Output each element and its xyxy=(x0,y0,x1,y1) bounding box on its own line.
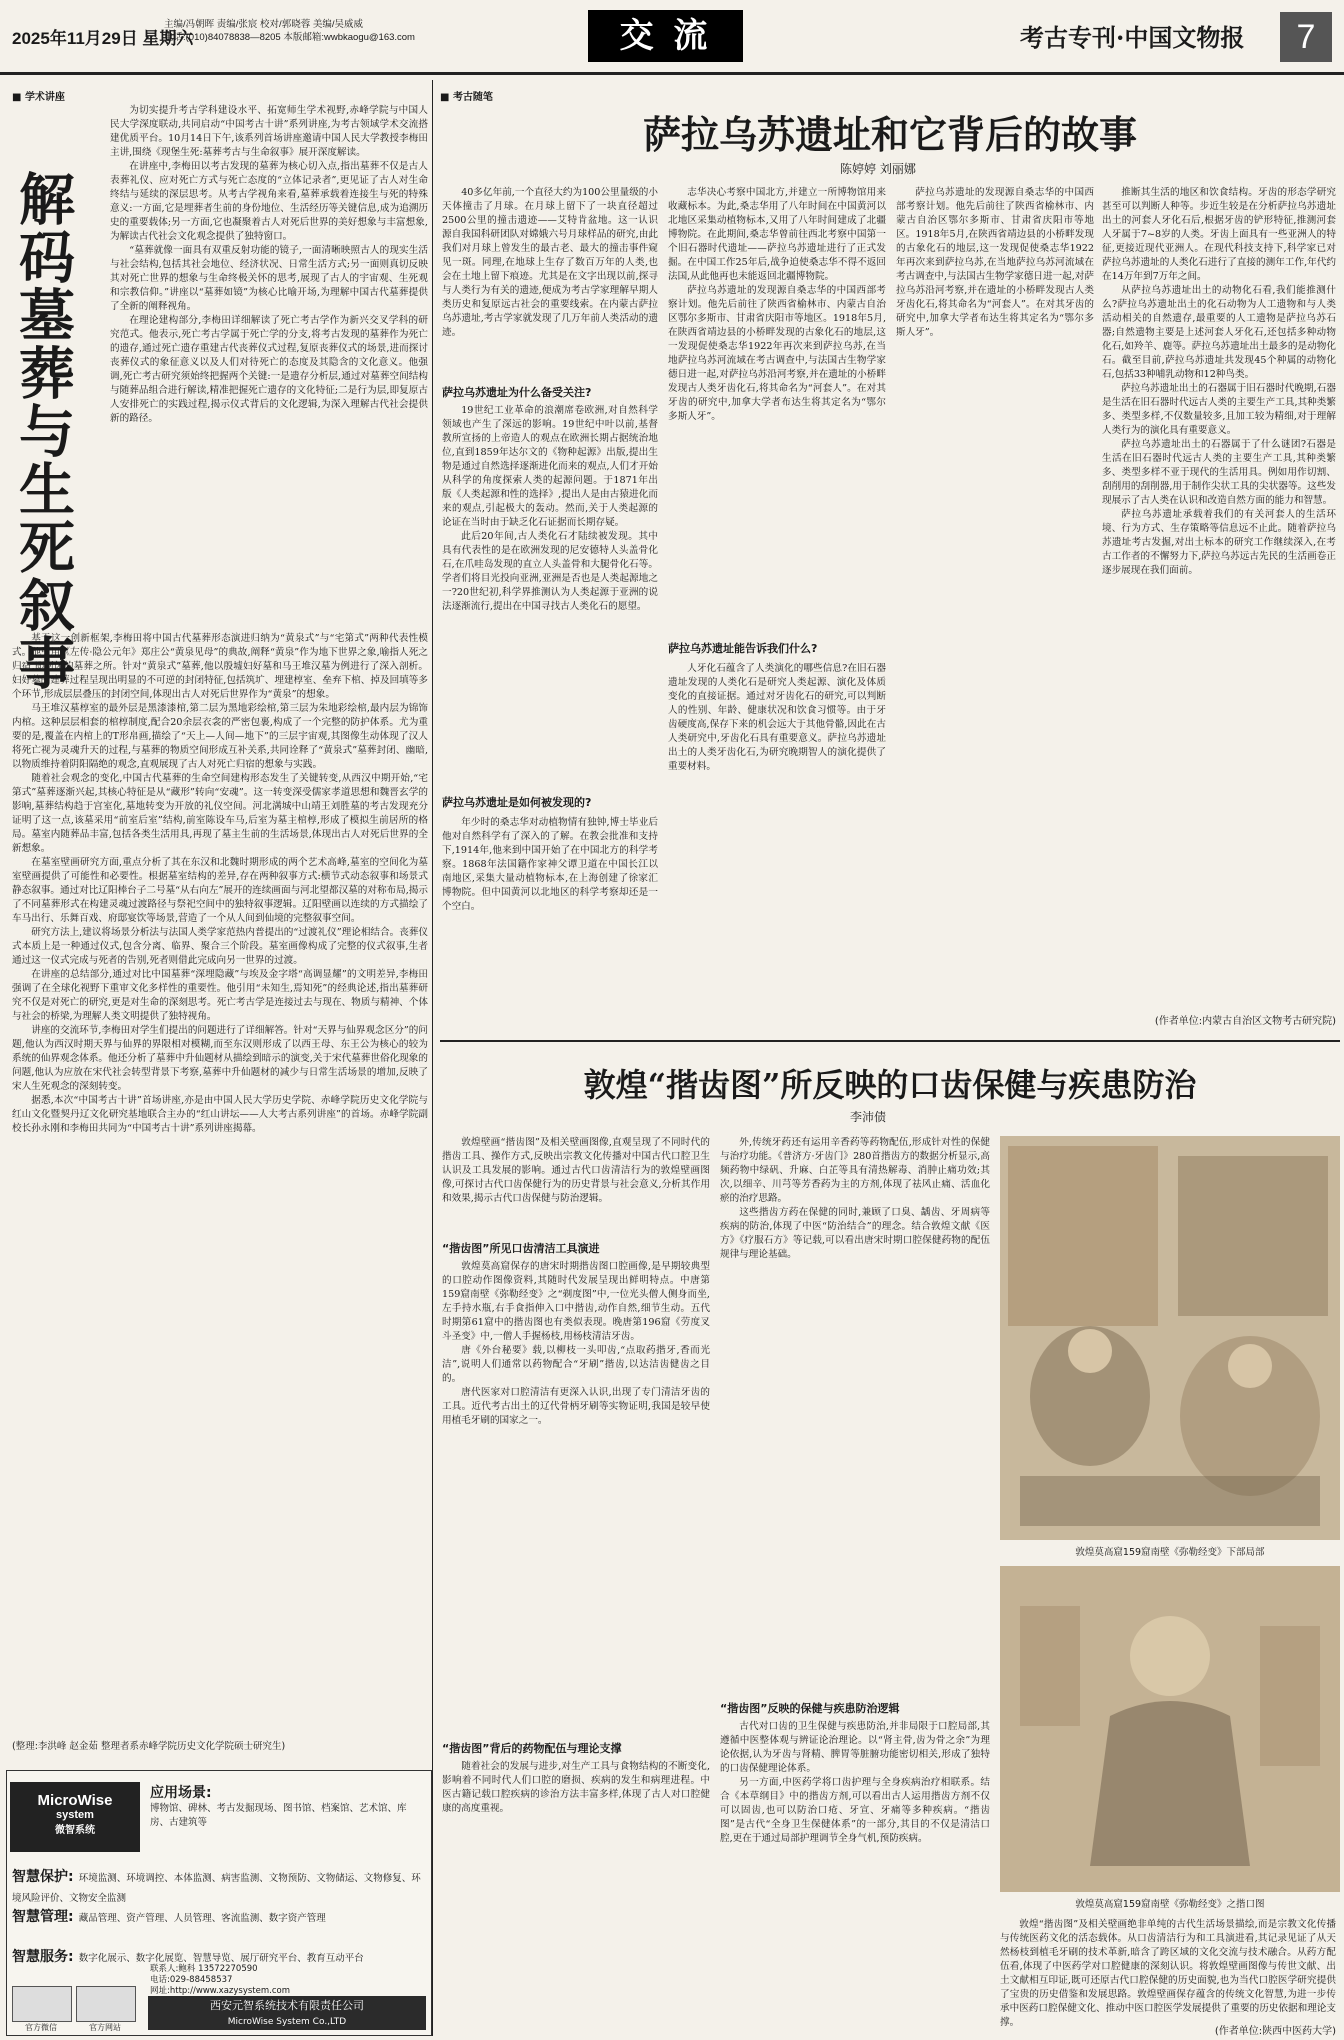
article3-author: (作者单位:陕西中医药大学) xyxy=(1214,2026,1336,2037)
figure-1-caption: 敦煌莫高窟159窟南壁《弥勒经变》下部局部 xyxy=(1075,1547,1265,1558)
ad-row-manage: 智慧管理: 藏品管理、资产管理、人员管理、客流监测、数字资产管理 xyxy=(12,1909,326,1925)
ad-row-service: 智慧服务: 数字化展示、数字化展览、智慧导览、展厅研究平台、教育互动平台 xyxy=(12,1949,364,1965)
qr-label-website: 官方网站 xyxy=(89,2023,121,2032)
article3-col1-intro: 敦煌壁画“揩齿图”及相关壁画图像,直观呈现了不同时代的揩齿工具、操作方式,反映出宗教文化传播对中国古代口腔卫生认识及工具发展的影响。通过古代口齿清洁行为的敦煌壁画图像,可探讨古代口齿保健行为的历史背景与社会意义,分析其作用和效果,揭示古代口齿保健与防治逻辑。 xyxy=(442,1137,710,1204)
section-title: 交 流 xyxy=(588,10,743,62)
staff-line-1: 主编/冯朝晖 责编/张宸 校对/郭晓蓉 美编/吴威威 xyxy=(164,19,363,30)
issue-date: 2025年11月29日 星期六 xyxy=(12,29,194,48)
qr-code-website[interactable] xyxy=(76,1986,136,2022)
article3-subhead-1: “揩齿图”所见口齿清洁工具演进 xyxy=(442,1242,600,1255)
article2-col3: 推断其生活的地区和饮食结构。牙齿的形态学研究甚至可以判断人种等。步近生较是在分析萨拉乌苏遗址出土的河套人牙化石后,根据牙齿的铲形特征,推测河套人牙属于7~8岁的人类。牙齿上面具有一些亚洲人的特征,更接近现代亚洲人。在现代科技支持下,科学家已对萨拉乌苏遗址的人类化石进行了直接的测年工作,年代约在14万年到7万年之间。 从萨拉乌苏遗址出土的动物化石看,我们能推测什么?萨拉乌苏遗址出土的化石动物为人工遗物和与人类活动相关的自然遗存,最重要的人工遗物是萨拉乌苏石器;自然遗物主要是上述河套人牙化石,还包括多种动物化石,如羚羊、鹿等。萨拉乌苏遗址出土最多的是动物化石。截至目前,萨拉乌苏遗址共发现45个种属的动物化石,包括33种哺乳动物和12种鸟类。 萨拉乌苏遗址出土的石器属于旧石器时代晚期,石器是生活在旧石器时代远古人类的主要生产工具,其种类繁多、类型多样,不仅数量较多,且加工较为精细,对于理解人类行为的演化具有重要意义。 萨拉乌苏遗址出土的石器属于了什么谜团?石器是生活在旧石器时代远古人类的主要生产工具,其种类繁多、类型多样不亚于现代的生活用具。例如用作切割、刮削用的刮削器,用于制作尖状工具的尖状器等。这些发现展示了古人类在认识和改造自然方面的能力和智慧。 萨拉乌苏遗址承载着我们的有关河套人的生活环境、行为方式、生存策略等信息远不止此。随着萨拉乌苏遗址考古发掘,对出土标本的研究工作继续深入,在考古工作者的不懈努力下,萨拉乌苏远古先民的生活画卷正逐步展现在我们面前。 xyxy=(1102,187,1336,576)
left-headline: 解码墓葬与生死叙事 xyxy=(10,170,76,692)
article2-col2b: 萨拉乌苏遗址的发现源自桑志华的中国西部考察计划。他先后前往了陕西省榆林市、内蒙古自治区鄂尔多斯市、甘肃省庆阳市等地区。1918年5月,在陕西省靖边县的小桥畔发现的古象化石的地层,这一发现促使桑志华1922年再次来到萨拉乌苏,在当地萨拉乌苏河流域在考古调查中,与法国古生物学家德日进一起,对萨拉乌苏沿河考察,并在遗址的小桥畔发现古人类牙齿化石,将其命名为“河套人”。在对其牙齿的研究中,加拿大学者布达生将其定名为“鄂尔多斯人牙”。 xyxy=(896,187,1094,338)
article2-subhead-3: 萨拉乌苏遗址能告诉我们什么? xyxy=(668,642,818,655)
figure-2-caption: 敦煌莫高窟159窟南壁《弥勒经变》之揩口图 xyxy=(1075,1899,1265,1910)
article3-col2-tail: 古代对口齿的卫生保健与疾患防治,并非局限于口腔局部,其遵循中医整体观与辨证论治理论。以“肾主骨,齿为骨之余”为理论依据,认为牙齿与肾精、脾胃等脏腑功能密切相关,形成了独特的口齿保健理论体系。 另一方面,中医药学将口齿护理与全身疾病治疗相联系。结合《本草纲目》中的揩齿方剂,可以看出古人运用揩齿方剂不仅可以固齿,也可以防治口疮、牙宣、牙痛等多种疾病。“揩齿图”是古代“全身卫生保健体系”的一部分,其目的不仅是清洁口腔,更在于通过局部护理调节全身气机,预防疾病。 xyxy=(720,1721,990,1844)
staff-credits xyxy=(164,18,415,44)
article-separator xyxy=(440,1040,1340,1042)
ad-company: 西安元智系统技术有限责任公司 MicroWise System Co.,LTD xyxy=(148,1996,426,2030)
article2-subhead-1: 萨拉乌苏遗址为什么备受关注? xyxy=(442,386,592,399)
left-article-author: (整理:李洪峰 赵金茹 整理者系赤峰学院历史文化学院硕士研究生) xyxy=(12,1741,286,1752)
ad-logo: MicroWise system 微智系统 xyxy=(10,1782,140,1852)
article2-title: 萨拉乌苏遗址和它背后的故事 xyxy=(642,112,1137,157)
staff-line-2: 电话:(010)84078838—8205 本版邮箱:wwbkaogu@163.com xyxy=(164,32,415,43)
mural-figure-2 xyxy=(1000,1566,1340,1892)
column-divider xyxy=(432,80,433,2036)
qr-label-wechat: 官方微信 xyxy=(25,2023,57,2032)
article2-col2-tail: 人牙化石蕴含了人类演化的哪些信息?在旧石器遗址发现的人类化石是研究人类起源、演化及体质变化的直接证据。通过对牙齿化石的研究,可以判断人的性别、年龄、健康状况和饮食习惯等。由于牙齿硬度高,保存下来的机会远大于其他骨骼,因此在古人类研究中,牙齿化石具有重要意义。萨拉乌苏遗址出土的人类牙齿化石,为研究晚期智人的演化提供了重要材料。 xyxy=(668,663,886,772)
masthead-rule xyxy=(0,72,1344,75)
left-article-body-top: 为切实提升考古学科建设水平、拓宽师生学术视野,赤峰学院与中国人民大学深度联动,共同启动“中国考古十讲”系列讲座,为考古领域学术交流搭建优质平台。10月14日下午,该系列首场讲座邀请中国人民大学教授李梅田主讲,围绕《现堡生死:墓葬考古与生命叙事》展开深度解读。 在讲座中,李梅田以考古发现的墓葬为核心切入点,指出墓葬不仅是古人表葬礼仪、应对死亡方式与死亡态度的“立体记录者”,更见证了古人对生命终结与延续的深层思考。从考古学视角来看,墓葬承载着连接生与死的特殊意义:一方面,它是埋葬者生前的身份地位、生活经历等关键信息,成为追溯历史的重要载体;另一方面,它也凝聚着古人对死后世界的美好想象与丰富想象,为解读古代社会文化观念提供了独特窗口。 “墓葬就像一面具有双重反射功能的镜子,一面清晰映照古人的现实生活与社会结构,包括其社会地位、经济状况、日常生活方式;另一面则真切反映其对死亡世界的想象与生命终极关怀的思考,展现了古人的宇宙观、生死观和宗教信仰。”讲座以“墓葬如镜”为核心比喻开场,为理解中国古代墓葬提供了全新的阐释视角。 在理论建构部分,李梅田详细解读了死亡考古学作为新兴交叉学科的研究范式。他表示,死亡考古学属于死亡学的分支,将考古发现的墓葬作为死亡的遗存,通过死亡遗存重建古代丧葬仪式过程,复原丧葬仪式的场景,进而探讨丧葬仪式的象征意义以及人们对待死亡的态度及其隐含的文化意义。他强调,死亡考古研究须始终把握两个关键:一是遗存分析层,通过对墓葬空间结构与随葬品组合进行解读,精准把握死亡遗存的文化特征;二是行为层,即复原古人安排死亡的实践过程,揭示仪式背后的文化逻辑,为深入理解古代社会提供新的路径。 xyxy=(110,105,428,424)
column-label-lecture: ■ 学术讲座 xyxy=(12,92,65,103)
column-label-essay: ■ 考古随笔 xyxy=(440,92,493,103)
article3-col1-body: 敦煌莫高窟保存的唐宋时期揩齿图口腔画像,是早期较典型的口腔动作图像资料,其随时代发展呈现出鲜明特点。中唐第159窟南壁《弥勒经变》之“剃度图”中,一位光头僧人侧身而坐,左手持水瓶,右手食指伸入口中揩齿,动作自然,细节生动。五代时期第61窟中的揩齿图也有类似表现。晚唐第196窟《劳度叉斗圣变》中,一僧人手握杨枝,用杨枝清洁牙齿。 唐《外台秘要》载,以柳枝一头叩齿,“点取药揩牙,香而光洁”,说明人们通常以药物配合“牙刷”揩齿,以达洁齿健齿之目的。 唐代医家对口腔清洁有更深入认识,出现了专门清洁牙齿的工具。近代考古出土的辽代骨柄牙刷等实物证明,我国是较早使用植毛牙刷的国家之一。 xyxy=(442,1261,710,1426)
article3-col1-tail: 随着社会的发展与进步,对生产工具与食物结构的不断变化,影响着不同时代人们口腔的磨损、疾病的发生和病理进程。中医古籍记载口腔疾病的诊治方法丰富多样,体现了古人对口腔健康的高度重视。 xyxy=(442,1761,710,1814)
ad-contact: 联系人:鲍科 13572270590 电话:029-88458537 网址:http://www.xazysystem.com xyxy=(150,1964,290,1996)
article2-byline: 陈婷婷 刘丽娜 xyxy=(840,162,916,176)
article2-col1-tail: 年少时的桑志华对动植物情有独钟,博士毕业后他对自然科学有了深入的了解。在教会批准和支持下,1914年,他来到中国开始了在中国北方的科学考察。1868年法国籍作家神父谭卫道在中国长江以南地区,采集大量动植物标本,在上海创建了徐家汇博物院。但中国黄河以北地区的科学考察却还是一个空白。 xyxy=(442,817,658,912)
mural-illustration-1 xyxy=(1000,1136,1340,1540)
masthead xyxy=(0,0,1344,72)
article3-byline: 李沛债 xyxy=(850,1110,887,1124)
article2-col1-intro: 40多亿年前,一个直径大约为100公里量级的小天体撞击了月球。在月球上留下了一块直径超过2500公里的撞击遗迹——艾特肯盆地。这一认识源自我国科研团队对嫦娥六号月球样品的研究,由此我们对月球上曾发生的最古老、最大的撞击事件窥见一斑。同理,在地球上生存了数百万年的人类,也会在土地上留下痕迹。尤其是在文字出现以前,探寻与人类行为有关的遗迹,便成为考古学家理解早期人类历史和复原远古社会的重要线索。在内蒙古萨拉乌苏遗址,考古学家就发现了几万年前人类活动的遗迹。 xyxy=(442,187,658,338)
mural-figure-1 xyxy=(1000,1136,1340,1540)
article2-subhead-2: 萨拉乌苏遗址是如何被发现的? xyxy=(442,796,592,809)
qr-code-wechat[interactable] xyxy=(12,1986,72,2022)
mural-illustration-2 xyxy=(1000,1566,1340,1892)
article3-subhead-2: “揩齿图”背后的药物配伍与理论支撑 xyxy=(442,1742,622,1755)
article3-col3: 敦煌“揩齿图”及相关壁画绝非单纯的古代生活场景描绘,而是宗教文化传播与传统医药文化的活态载体。从口齿清洁行为和工具演进看,其记录见证了从天然杨枝到植毛牙刷的技术革新,暗含了跨区域的文化交流与技术融合。从药方配伍看,体现了中医药学对口腔健康的深刻认识。将敦煌壁画图像与传世文献、出土文献相互印证,既可还原古代口腔保健的历史面貌,也为当代口腔医学研究提供了宝贵的历史借鉴和发展思路。敦煌壁画保存蕴含的传统文化智慧,为进一步传承中医药口腔保健文化、推动中医口腔医学发展提供了重要的历史依据和理论支撑。 xyxy=(1000,1919,1336,2028)
article3-subhead-3: “揩齿图”反映的保健与疾患防治逻辑 xyxy=(720,1702,900,1715)
ad-row-protect: 智慧保护: 环境监测、环境调控、本体监测、病害监测、文物预防、文物储运、文物修复、环境风险评价、文物安全监测 xyxy=(12,1869,421,1904)
page-number: 7 xyxy=(1280,12,1332,62)
article2-author: (作者单位:内蒙古自治区文物考古研究院) xyxy=(1154,1016,1336,1027)
article3-col2: 外,传统牙药还有运用辛香药等药物配伍,形成针对性的保健与治疗功能。《普济方·牙齿门》280首揩齿方的数据分析显示,高频药物中绿矾、升麻、白芷等具有清热解毒、消肿止痛功效;其次,以细辛、川芎等芳香药为主的方剂,体现了祛风止痛、活血化瘀的治疗思路。 这些揩齿方药在保健的同时,兼顾了口臭、龋齿、牙周病等疾病的防治,体现了中医“防治结合”的理念。结合敦煌文献《医方》《疗服石方》等记载,可以看出唐宋时期口腔保健药物的配伍规律与理论基础。 xyxy=(720,1137,990,1260)
ad-scene: 应用场景: 博物馆、碑林、考古发掘现场、图书馆、档案馆、艺术馆、库房、古建筑等 xyxy=(150,1785,407,1828)
article2-col1-body: 19世纪工业革命的浪潮席卷欧洲,对自然科学领域也产生了深远的影响。19世纪中叶以前,基督教所宣扬的上帝造人的观点在欧洲长期占据统治地位,直到1859年达尔文的《物种起源》出版,提出生物是通过自然选择逐渐进化而来的观点,人们才开始从科学的角度探索人类的起源问题。于1871年出版《人类起源和性的选择》,提出人是由古猿进化而来的观点,引起极大的轰动。然而,关于人类起源的论证在当时由于缺乏化石证据而长期存疑。 此后20年间,古人类化石才陆续被发现。其中具有代表性的是在欧洲发现的尼安德特人头盖骨化石,在爪哇岛发现的直立人头盖骨和大腿骨化石等。学者们将目光投向亚洲,亚洲是否也是人类起源地之一?20世纪初,科学界推测认为人类起源于亚洲的说法逐渐流行,提出在中国寻找古人类化石的愿望。 xyxy=(442,405,658,612)
left-article-body: 基于这一创新框架,李梅田将中国古代墓葬形态演进归纳为“黄泉式”与“宅第式”两种代表性模式。他引用《左传·隐公元年》郑庄公“黄泉见母”的典故,阐释“黄泉”作为地下世界之象,喻指人死之归宿,即封闭的墓葬之所。针对“黄泉式”墓葬,他以殷墟妇好墓和马王堆汉墓为例进行了深入剖析。妇好墓的建葬过程呈现出明显的不可逆的封闭特征,包括筑圹、埋建椁室、垒弃下棺、掉及回填等多个环节,形成层层叠压的封闭空间,体现出古人对死后世界作为“黄泉”的想象。 马王堆汉墓椁室的最外层是黑漆漆棺,第二层为黑地彩绘棺,第三层为朱地彩绘棺,最内层为锦饰内棺。这种层层相套的棺椁制度,配合20余层衣衾的严密包裹,构成了一个完整的防护体系。尤为重要的是,覆盖在内棺上的T形帛画,描绘了“天上—人间—地下”的三层宇宙观,其图像生动体现了汉人将死亡视为灵魂升天的过程,与墓葬的物质空间形成互补关系,共同诠释了“黄泉式”墓葬封闭、幽暗,以物质维持着阴阳隔绝的观念,直观展现了古人对死亡归宿的想象与实践。 随着社会观念的变化,中国古代墓葬的生命空间建构形态发生了关键转变,从西汉中期开始,“宅第式”墓葬逐渐兴起,其核心特征是从“藏形”转向“安魂”。这一转变深受儒家孝道思想和魏晋玄学的影响,墓葬结构趋于宫室化,墓地转变为开放的礼仪空间。河北满城中山靖王刘胜墓的考古发现充分证明了这一点,该墓采用“前室后室”结构,前室陈设车马,后室为墓主棺椁,形成了模拟生前居所的格局。墓室内随葬品丰富,包括各类生活用具,再现了墓主生前的生活场景,体现出古人对死后世界的全新想象。 在墓室壁画研究方面,重点分析了其在东汉和北魏时期形成的两个艺术高峰,墓室的空间化为墓室壁画提供了可能性和必要性。根据墓室结构的差异,存在两种叙事方式:横节式动态叙事和场景式静态叙事。通过对比辽阳棒台子二号墓“从右向左”展开的连续画面与河北望都汉墓的对称布局,揭示了不同墓葬形式在构建灵魂过渡路径与祭祀空间中的独特叙事逻辑。辽阳壁画以连续的方式描绘了车马出行、乐舞百戏、府邸宴饮等场景,营造了一个从人间到仙境的完整叙事空间。 研究方法上,建议将场景分析法与法国人类学家范热内普提出的“过渡礼仪”理论相结合。丧葬仪式本质上是一种通过仪式,包含分离、临界、聚合三个阶段。墓室画像构成了完整的仪式叙事,生者通过这一仪式完成与死者的告别,死者则借此完成向另一世界的过渡。 在讲座的总结部分,通过对比中国墓葬“深埋隐藏”与埃及金字塔“高调显耀”的文明差异,李梅田强调了在全球化视野下重审文化多样性的重要性。他引用“未知生,焉知死”的经典论述,指出墓葬研究不仅是对死亡的研究,更是对生命的深刻思考。死亡考古学是连接过去与现在、物质与精神、个体与社会的桥梁,为理解人类文明提供了独特视角。 讲座的交流环节,李梅田对学生们提出的问题进行了详细解答。针对“天界与仙界观念区分”的问题,他认为西汉时期天界与仙界的界限相对模糊,而至东汉则形成了以西王母、东王公为核心的较为系统的仙界观念体系。他还分析了墓葬中升仙题材从描绘到暗示的演变,关于宋代墓葬世俗化现象的问题,他认为应放在宋代社会转型背景下考察,墓葬中升仙题材的减少与日常生活场景的增加,反映了宋人生死观念的深刻转变。 据悉,本次“中国考古十讲”首场讲座,亦是由中国人民大学历史学院、赤峰学院历史文化学院与红山文化暨契丹辽文化研究基地联合主办的“红山讲坛——人大考古系列讲座”的首场。赤峰学院副校长孙永刚和李梅田共同为“中国考古十讲”系列讲座揭幕。 xyxy=(12,633,428,1134)
paper-name: 考古专刊·中国文物报 xyxy=(1020,23,1245,52)
article3-title: 敦煌“揩齿图”所反映的口齿保健与疾患防治 xyxy=(583,1066,1197,1104)
article2-col2: 志华决心考察中国北方,并建立一所博物馆用来收藏标本。为此,桑志华用了八年时间在中国黄河以北地区采集动植物标本,又用了八年时间建成了北疆博物院。在此期间,桑志华曾前往西北考察中国第一个旧石器时代遗址——萨拉乌苏遗址进行了正式发掘。在中国工作25年后,战争迫使桑志华不得不返回法国,从此他再也未能返回北疆博物院。 萨拉乌苏遗址的发现源自桑志华的中国西部考察计划。他先后前往了陕西省榆林市、内蒙古自治区鄂尔多斯市、甘肃省庆阳市等地区。1918年5月,在陕西省靖边县的小桥畔发现的古象化石的地层,这一发现促使桑志华1922年再次来到萨拉乌苏,在当地萨拉乌苏河流域在考古调查中,与法国古生物学家德日进一起,对萨拉乌苏沿河考察,并在遗址的小桥畔发现古人类牙齿化石,将其命名为“河套人”。在对其牙齿的研究中,加拿大学者布达生将其定名为“鄂尔多斯人牙”。 xyxy=(668,187,886,422)
